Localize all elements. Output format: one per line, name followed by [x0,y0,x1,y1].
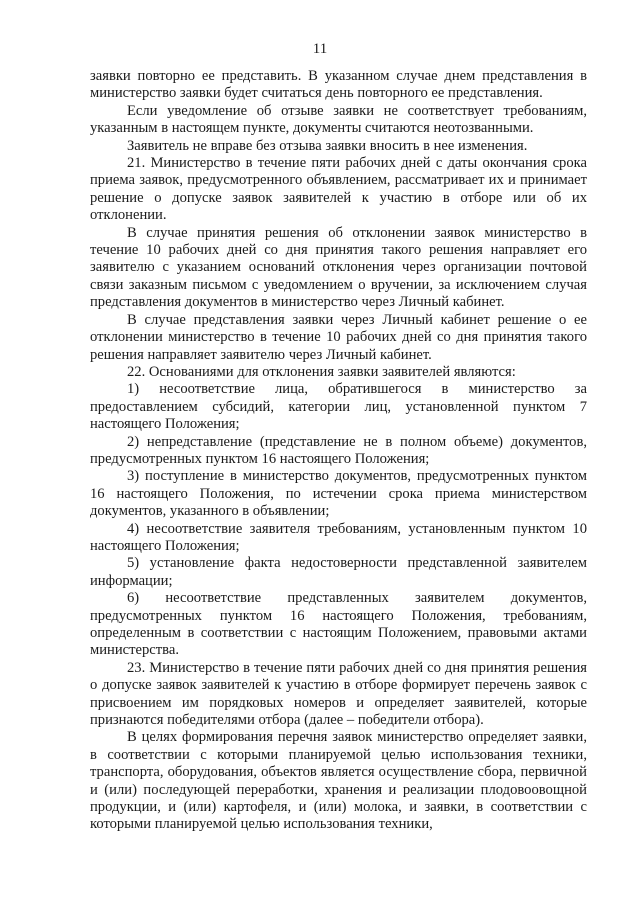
list-item-3: 3) поступление в министерство документов, предусмотренных пунктом 16 настоящего Положения, по истечении срока приема министерством документов, указанного в объявлении; [90,468,587,520]
list-item-4: 4) несоответствие заявителя требованиям, установленным пунктом 10 настоящего Положения; [90,520,587,554]
list-item-1: 1) несоответствие лица, обратившегося в министерство за предоставлением субсидий, категории лиц, установленной пунктом 7 настоящего Положения; [90,381,587,433]
page-number: 11 [312,41,328,57]
list-item-2: 2) непредставление (представление не в полном объеме) документов, предусмотренных пунктом 16 настоящего Положения; [90,433,587,467]
paragraph-withdrawal-notice: Если уведомление об отзыве заявки не соответствует требованиям, указанным в настоящем пункте, документы считаются неотозванными. [90,102,587,137]
list-item-6: 6) несоответствие представленных заявителем документов, предусмотренных пунктом 16 настоящего Положения, требованиям, определенным в соответствии с настоящим Положением, правовыми актами министерства. [90,590,587,659]
paragraph-no-changes: Заявитель не вправе без отзыва заявки вносить в нее изменения. [127,137,528,154]
paragraph-item-23: 23. Министерство в течение пяти рабочих дней со дня принятия решения о допуске заявок заявителей к участию в отборе формирует перечень заявок с присвоением им порядковых номеров и определяет заявителей, которые признаются победителями отбора (далее – победители отбора). [90,659,587,729]
paragraph-rejection-cabinet: В случае представления заявки через Личный кабинет решение о ее отклонении министерство в течение 10 рабочих дней со дня принятия такого решения направляет заявителю через Личный кабинет. [90,311,587,363]
paragraph-continuation: заявки повторно ее представить. В указанном случае днем представления в министерство заявки будет считаться день повторного ее представления. [90,68,587,102]
list-item-5: 5) установление факта недостоверности представленной заявителем информации; [90,555,587,589]
paragraph-list-formation: В целях формирования перечня заявок министерство определяет заявки, в соответствии с которыми планируемой целью использования техники, транспорта, оборудования, объектов является осуществление сбора, первичной и (или) последующей переработки, хранения и реализации плодовоовощной продукции, и (или) картофеля, и (или) молока, и заявки, в соответствии с которыми планируемой целью использования техники, [90,729,587,833]
paragraph-item-21: 21. Министерство в течение пяти рабочих дней с даты окончания срока приема заявок, предусмотренного объявлением, рассматривает их и принимает решение о допуске заявок заявителей к участию в отборе или об их отклонении. [90,155,587,224]
document-body [90,68,587,834]
paragraph-item-22: 22. Основаниями для отклонения заявки заявителей являются: [127,363,516,380]
paragraph-rejection-mail: В случае принятия решения об отклонении заявок министерство в течение 10 рабочих дней со дня принятия такого решения направляет его заявителю с указанием оснований отклонения через организации почтовой связи заказным письмом с уведомлением о вручении, за исключением случая представления документов в министерство через Личный кабинет. [90,224,587,311]
